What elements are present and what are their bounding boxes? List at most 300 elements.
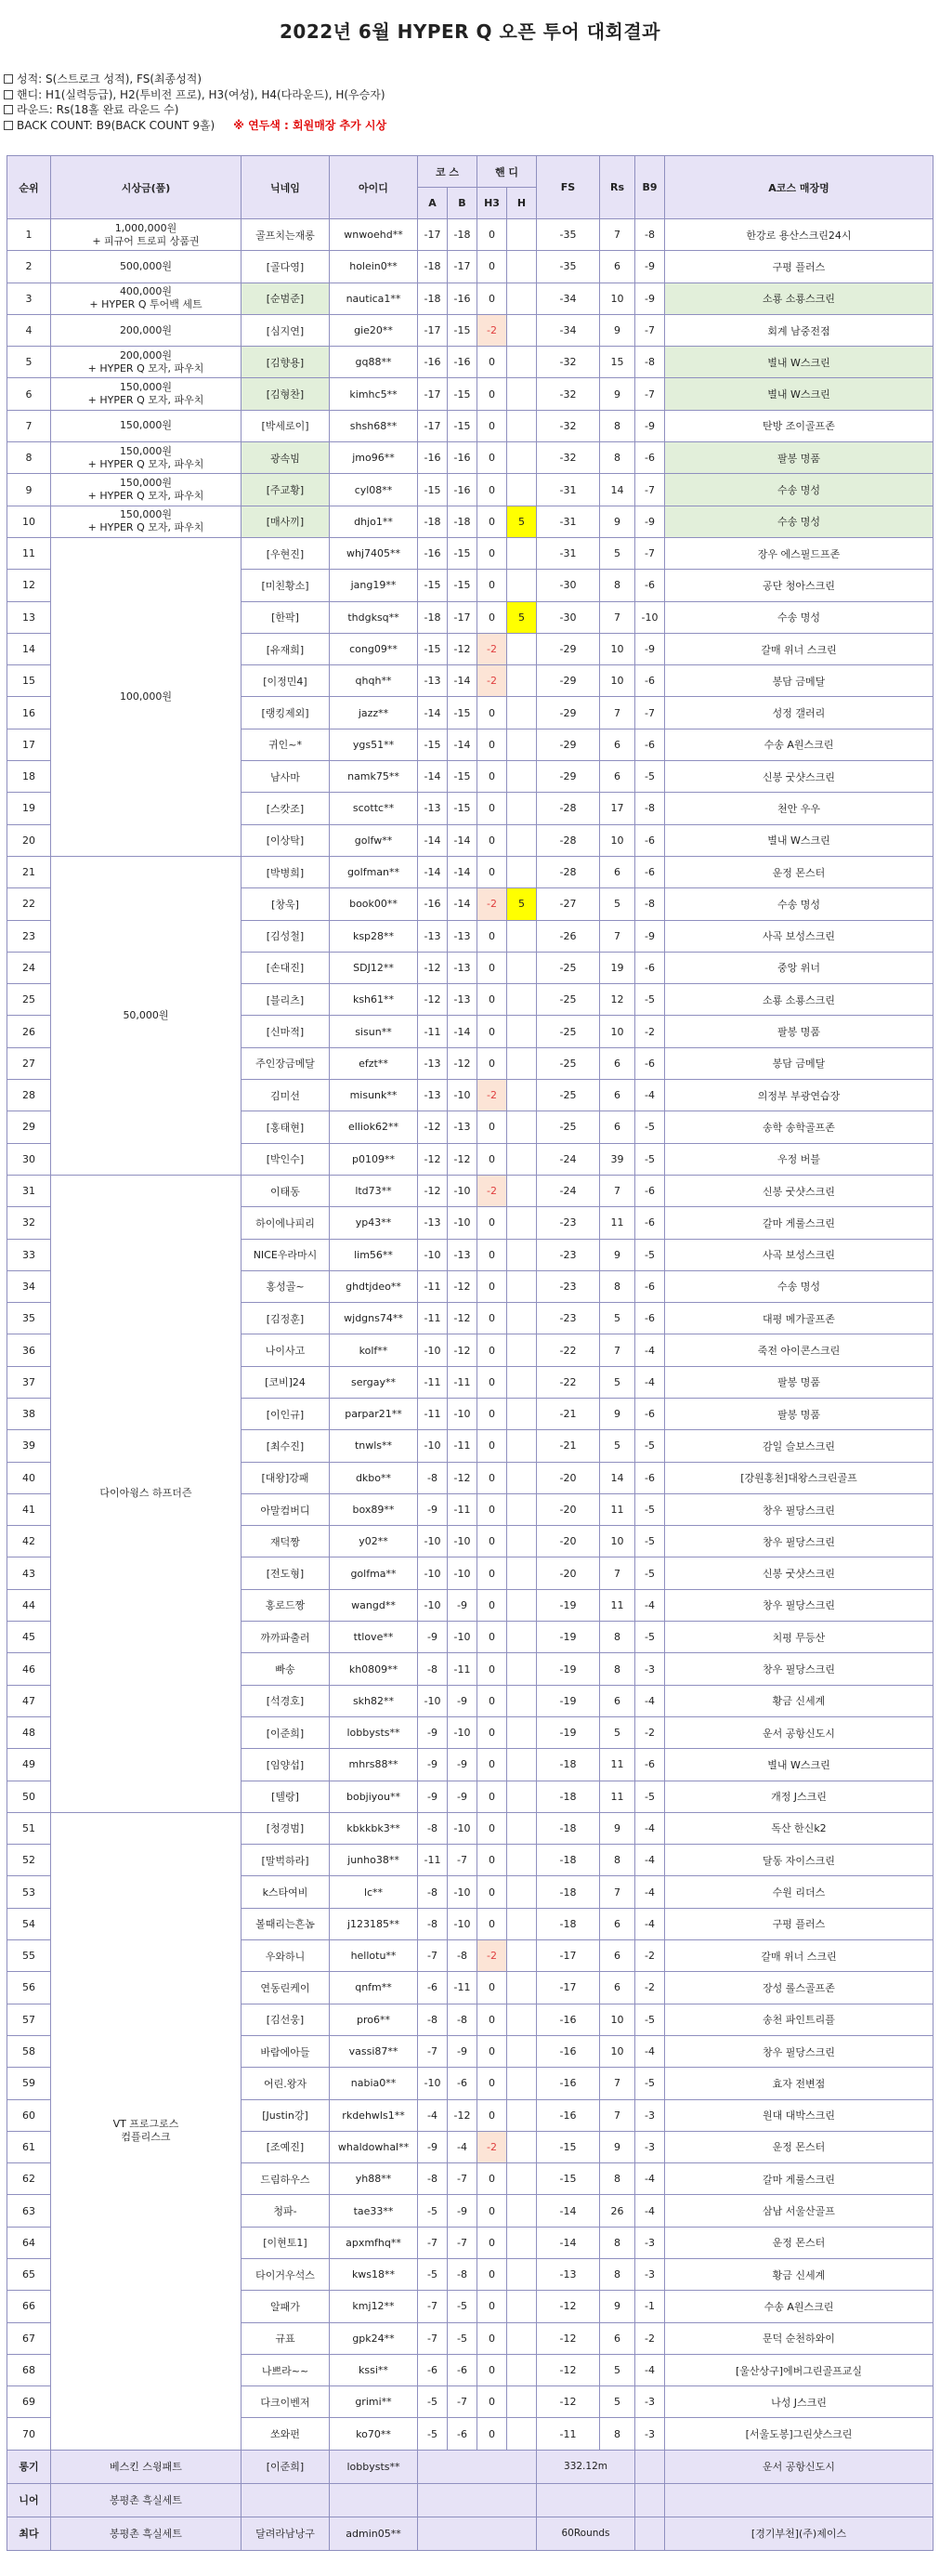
b9-cell: -6 [635,1270,665,1302]
rank-cell: 36 [7,1334,51,1366]
course-b-cell: -18 [448,219,477,251]
store-cell: 사곡 보성스크린 [665,920,933,952]
h3-cell: 0 [477,251,507,283]
nickname-cell: NICE우라마시 [242,1239,330,1270]
rank-cell: 18 [7,761,51,793]
prize-cell [51,251,242,283]
h-cell [507,1972,537,2004]
rank-cell: 22 [7,888,51,920]
h-cell [507,219,537,251]
fs-cell: -31 [537,506,600,537]
h3-cell: 0 [477,697,507,729]
b9-cell: -4 [635,1812,665,1844]
store-cell: 갈마 게룰스크린 [665,1207,933,1239]
legend-line [4,102,386,118]
fs-cell: -23 [537,1207,600,1239]
id-cell: y02** [330,1526,418,1557]
fs-cell: -25 [537,1080,600,1111]
rs-cell: 9 [600,378,635,410]
nickname-cell: 청파- [242,2195,330,2227]
store-cell: 갈매 위너 스크린 [665,633,933,664]
nickname-cell: 골프치는재롱 [242,219,330,251]
award-store [665,2483,933,2517]
store-cell: 천안 우우 [665,793,933,824]
fs-cell: -26 [537,920,600,952]
nickname-cell: k스타여비 [242,1876,330,1908]
award-value: 332.12m [537,2450,635,2483]
h-cell [507,1526,537,1557]
h-cell [507,1685,537,1716]
course-b-cell: -7 [448,2386,477,2418]
table-row [7,219,933,251]
prize-cell [51,378,242,410]
rank-cell: 19 [7,793,51,824]
rs-cell: 6 [600,761,635,793]
id-cell: lc** [330,1876,418,1908]
header-handicap: 핸 디 [477,156,537,188]
rank-cell: 14 [7,633,51,664]
rank-cell: 5 [7,347,51,378]
b9-cell: -4 [635,1908,665,1939]
h-cell [507,952,537,983]
h3-cell: 0 [477,1398,507,1429]
fs-cell: -20 [537,1526,600,1557]
rs-cell: 8 [600,1622,635,1653]
course-a-cell: -10 [418,1430,448,1462]
prize-line: 200,000원 [119,323,173,336]
rank-cell: 37 [7,1366,51,1398]
fs-cell: -29 [537,633,600,664]
award-store: [경기부천](주)제이스 [665,2517,933,2550]
id-cell: apxmfhq** [330,2227,418,2258]
prize-line: 다이아윙스 하프더즌 [99,1487,192,1500]
store-cell: 운서 공항신도시 [665,1716,933,1748]
course-b-cell: -14 [448,888,477,920]
h-cell [507,1239,537,1270]
rs-cell: 11 [600,1589,635,1621]
legend-line [4,118,386,134]
prize-cell [51,1175,242,1812]
id-cell: rkdehwls1** [330,2099,418,2131]
h-cell [507,761,537,793]
store-cell: 갈매 위너 스크린 [665,1940,933,1972]
table-row [7,314,933,346]
course-b-cell: -11 [448,1366,477,1398]
prize-line: + HYPER Q 모자, 파우치 [87,457,204,470]
award-spacer [635,2483,665,2517]
h3-cell: 0 [477,1366,507,1398]
rank-cell: 25 [7,984,51,1016]
store-cell: 소룡 소룡스크린 [665,283,933,314]
store-cell: 문덕 순천하와이 [665,2322,933,2354]
header-course-b: B [448,188,477,219]
id-cell: thdgksq** [330,601,418,633]
store-cell: 탄방 조이골프존 [665,410,933,441]
course-b-cell: -14 [448,1016,477,1047]
nickname-cell: [주교황] [242,474,330,506]
course-a-cell: -6 [418,1972,448,2004]
b9-cell: -4 [635,1080,665,1111]
rs-cell: 6 [600,1111,635,1143]
store-cell: 별내 W스크린 [665,824,933,856]
store-cell: 팔봉 명품 [665,442,933,474]
course-b-cell: -12 [448,1303,477,1334]
store-cell: 우정 버블 [665,1143,933,1175]
b9-cell: -6 [635,856,665,887]
h-cell [507,2195,537,2227]
rs-cell: 10 [600,1016,635,1047]
id-cell: jmo96** [330,442,418,474]
rank-cell: 21 [7,856,51,887]
fs-cell: -13 [537,2259,600,2291]
h-cell [507,314,537,346]
id-cell: parpar21** [330,1398,418,1429]
h3-cell: 0 [477,347,507,378]
nickname-cell: 주인장금메달 [242,1047,330,1079]
rs-cell: 9 [600,314,635,346]
legend [4,72,386,133]
course-a-cell: -13 [418,665,448,697]
h-cell [507,793,537,824]
prize-cell [51,314,242,346]
course-a-cell: -8 [418,1876,448,1908]
b9-cell: -5 [635,1526,665,1557]
rank-cell: 4 [7,314,51,346]
course-a-cell: -9 [418,1781,448,1812]
id-cell: tae33** [330,2195,418,2227]
h-cell [507,2354,537,2385]
nickname-cell: 드림하우스 [242,2163,330,2195]
prize-line: VT 프로그로스 [112,2118,179,2131]
h-cell [507,1876,537,1908]
nickname-cell: 아말컴버디 [242,1493,330,1525]
fs-cell: -18 [537,1845,600,1876]
rs-cell: 19 [600,952,635,983]
rank-cell: 13 [7,601,51,633]
rank-cell: 23 [7,920,51,952]
nickname-cell: 재덕짱 [242,1526,330,1557]
rs-cell: 9 [600,1398,635,1429]
course-b-cell: -7 [448,2227,477,2258]
course-a-cell: -9 [418,1716,448,1748]
course-b-cell: -10 [448,1557,477,1589]
store-cell: 별내 W스크린 [665,1749,933,1781]
fs-cell: -18 [537,1876,600,1908]
b9-cell: -4 [635,1589,665,1621]
rank-cell: 16 [7,697,51,729]
fs-cell: -29 [537,665,600,697]
h-cell [507,442,537,474]
course-a-cell: -10 [418,1589,448,1621]
b9-cell: -3 [635,2131,665,2162]
h-cell [507,1749,537,1781]
course-a-cell: -14 [418,697,448,729]
store-cell: 구평 플러스 [665,251,933,283]
rank-cell: 62 [7,2163,51,2195]
rs-cell: 11 [600,1781,635,1812]
course-b-cell: -5 [448,2291,477,2322]
store-cell: 장성 롤스골프존 [665,1972,933,2004]
b9-cell: -4 [635,2195,665,2227]
b9-cell: -3 [635,2418,665,2450]
store-cell: 운정 몬스터 [665,2227,933,2258]
b9-cell: -6 [635,665,665,697]
h3-cell: -2 [477,1940,507,1972]
fs-cell: -32 [537,347,600,378]
course-b-cell: -7 [448,1845,477,1876]
h-cell [507,1653,537,1685]
h3-cell: 0 [477,2068,507,2099]
h3-cell: -2 [477,314,507,346]
nickname-cell: [박병희] [242,856,330,887]
page-title: 2022년 6월 HYPER Q 오픈 투어 대회결과 [279,20,660,43]
store-cell: 원대 대박스크린 [665,2099,933,2131]
rank-cell: 28 [7,1080,51,1111]
prize-line: 50,000원 [123,1008,169,1021]
rank-cell: 17 [7,729,51,760]
course-a-cell: -7 [418,1940,448,1972]
id-cell: misunk** [330,1080,418,1111]
h3-cell: 0 [477,474,507,506]
nickname-cell: [순범준] [242,283,330,314]
b9-cell: -8 [635,347,665,378]
h-cell [507,378,537,410]
rank-cell: 33 [7,1239,51,1270]
rs-cell: 11 [600,1493,635,1525]
course-b-cell: -6 [448,2354,477,2385]
h3-cell: 0 [477,1462,507,1493]
h3-cell: 0 [477,2386,507,2418]
course-a-cell: -14 [418,824,448,856]
course-b-cell: -16 [448,474,477,506]
fs-cell: -18 [537,1781,600,1812]
rs-cell: 14 [600,474,635,506]
course-b-cell: -7 [448,2163,477,2195]
rank-cell: 70 [7,2418,51,2450]
course-b-cell: -8 [448,1940,477,1972]
id-cell: nautica1** [330,283,418,314]
course-a-cell: -10 [418,2068,448,2099]
nickname-cell: [청경범] [242,1812,330,1844]
store-cell: 수송 명성 [665,506,933,537]
h-cell [507,1557,537,1589]
nickname-cell: 규표 [242,2322,330,2354]
nickname-cell: [김향용] [242,347,330,378]
award-nickname: 달려라남낭구 [242,2517,330,2550]
rs-cell: 10 [600,824,635,856]
id-cell: dkbo** [330,1462,418,1493]
fs-cell: -29 [537,761,600,793]
fs-cell: -16 [537,2099,600,2131]
nickname-cell: [이상탁] [242,824,330,856]
rs-cell: 10 [600,2004,635,2035]
rank-cell: 9 [7,474,51,506]
nickname-cell: [박세로이] [242,410,330,441]
course-b-cell: -9 [448,1685,477,1716]
h3-cell: 0 [477,761,507,793]
course-b-cell: -13 [448,1239,477,1270]
b9-cell: -4 [635,2163,665,2195]
course-b-cell: -12 [448,1143,477,1175]
id-cell: shsh68** [330,410,418,441]
nickname-cell: 홍성골~ [242,1270,330,1302]
rs-cell: 5 [600,2354,635,2385]
rank-cell: 51 [7,1812,51,1844]
rank-cell: 34 [7,1270,51,1302]
course-b-cell: -4 [448,2131,477,2162]
course-b-cell: -15 [448,761,477,793]
rs-cell: 6 [600,1972,635,2004]
id-cell: yp43** [330,1207,418,1239]
course-a-cell: -17 [418,378,448,410]
rs-cell: 7 [600,2068,635,2099]
nickname-cell: 연동린케이 [242,1972,330,2004]
course-b-cell: -10 [448,1876,477,1908]
award-id [330,2483,418,2517]
rs-cell: 8 [600,2418,635,2450]
b9-cell: -6 [635,729,665,760]
h3-cell: -2 [477,888,507,920]
h3-cell: 0 [477,1972,507,2004]
store-cell: 사곡 보성스크린 [665,1239,933,1270]
prize-line: + HYPER Q 모자, 파우치 [87,361,204,375]
rank-cell: 39 [7,1430,51,1462]
course-a-cell: -14 [418,856,448,887]
b9-cell: -7 [635,314,665,346]
table-row [7,378,933,410]
course-a-cell: -11 [418,1398,448,1429]
h-cell [507,2418,537,2450]
course-b-cell: -18 [448,506,477,537]
b9-cell: -4 [635,1876,665,1908]
rank-cell: 53 [7,1876,51,1908]
store-cell: 효자 전변점 [665,2068,933,2099]
prize-line: 150,000원 [119,508,173,521]
rs-cell: 8 [600,442,635,474]
fs-cell: -28 [537,856,600,887]
nickname-cell: [홍태현] [242,1111,330,1143]
rank-cell: 7 [7,410,51,441]
h3-cell: 0 [477,2099,507,2131]
rs-cell: 6 [600,1940,635,1972]
store-cell: 창우 필당스크린 [665,1653,933,1685]
h-cell [507,2099,537,2131]
rs-cell: 39 [600,1143,635,1175]
nickname-cell: 쏘와펀 [242,2418,330,2450]
rank-cell: 65 [7,2259,51,2291]
prize-cell [51,506,242,537]
h3-cell: 0 [477,1653,507,1685]
course-a-cell: -17 [418,219,448,251]
store-cell: 성정 갤러리 [665,697,933,729]
course-a-cell: -5 [418,2386,448,2418]
award-spacer [418,2450,537,2483]
store-cell: 황금 신세계 [665,2259,933,2291]
h-cell [507,251,537,283]
prize-line: 150,000원 [119,444,173,457]
b9-cell: -6 [635,1398,665,1429]
header-nickname: 닉네임 [242,156,330,219]
rs-cell: 10 [600,1526,635,1557]
fs-cell: -17 [537,1972,600,2004]
h3-cell: 0 [477,2004,507,2035]
fs-cell: -15 [537,2131,600,2162]
store-cell: 신봉 굿샷스크린 [665,761,933,793]
h-cell: 5 [507,601,537,633]
id-cell: golfw** [330,824,418,856]
h-cell [507,1080,537,1111]
rank-cell: 64 [7,2227,51,2258]
id-cell: dhjo1** [330,506,418,537]
legend-text: 핸디: H1(실력등급), H2(투비전 프로), H3(여성), H4(다라운드), H(우승자) [17,87,385,101]
id-cell: wjdgns74** [330,1303,418,1334]
id-cell: gie20** [330,314,418,346]
store-cell: 수송 명성 [665,1270,933,1302]
h3-cell: 0 [477,729,507,760]
b9-cell: -1 [635,2291,665,2322]
h-cell [507,1430,537,1462]
course-b-cell: -5 [448,2322,477,2354]
b9-cell: -3 [635,2099,665,2131]
course-b-cell: -8 [448,2004,477,2035]
prize-line: 1,000,000원 [114,221,177,234]
rs-cell: 8 [600,570,635,601]
prize-line: 500,000원 [119,259,173,272]
course-b-cell: -9 [448,1589,477,1621]
b9-cell: -7 [635,474,665,506]
course-b-cell: -15 [448,697,477,729]
id-cell: ghdtjdeo** [330,1270,418,1302]
fs-cell: -19 [537,1716,600,1748]
prize-line: + HYPER Q 투어백 세트 [89,298,202,311]
h-cell [507,1175,537,1206]
b9-cell: -3 [635,2386,665,2418]
b9-cell: -5 [635,1111,665,1143]
h3-cell: 0 [477,793,507,824]
h-cell [507,283,537,314]
h3-cell: 0 [477,1716,507,1748]
id-cell: jazz** [330,697,418,729]
h-cell [507,1845,537,1876]
b9-cell: -3 [635,1653,665,1685]
store-cell: 장우 에스필드프존 [665,537,933,569]
h3-cell: 0 [477,378,507,410]
b9-cell: -2 [635,2322,665,2354]
store-cell: 대평 메가골프존 [665,1303,933,1334]
rs-cell: 6 [600,251,635,283]
rank-cell: 67 [7,2322,51,2354]
store-cell: [울산상구]에버그린골프교실 [665,2354,933,2385]
prize-line: 200,000원 [119,348,173,361]
store-cell: 창우 필당스크린 [665,1526,933,1557]
rank-cell: 20 [7,824,51,856]
rank-cell: 31 [7,1175,51,1206]
id-cell: golfma** [330,1557,418,1589]
header-course-a: A [418,188,448,219]
prize-line: + HYPER Q 모자, 파우치 [87,490,204,503]
course-a-cell: -16 [418,537,448,569]
h-cell [507,665,537,697]
rs-cell: 7 [600,1334,635,1366]
rs-cell: 8 [600,1845,635,1876]
b9-cell: -5 [635,1622,665,1653]
fs-cell: -22 [537,1334,600,1366]
h3-cell: 0 [477,2291,507,2322]
h3-cell: 0 [477,410,507,441]
table-row [7,1812,933,1844]
id-cell: namk75** [330,761,418,793]
award-row [7,2483,933,2517]
